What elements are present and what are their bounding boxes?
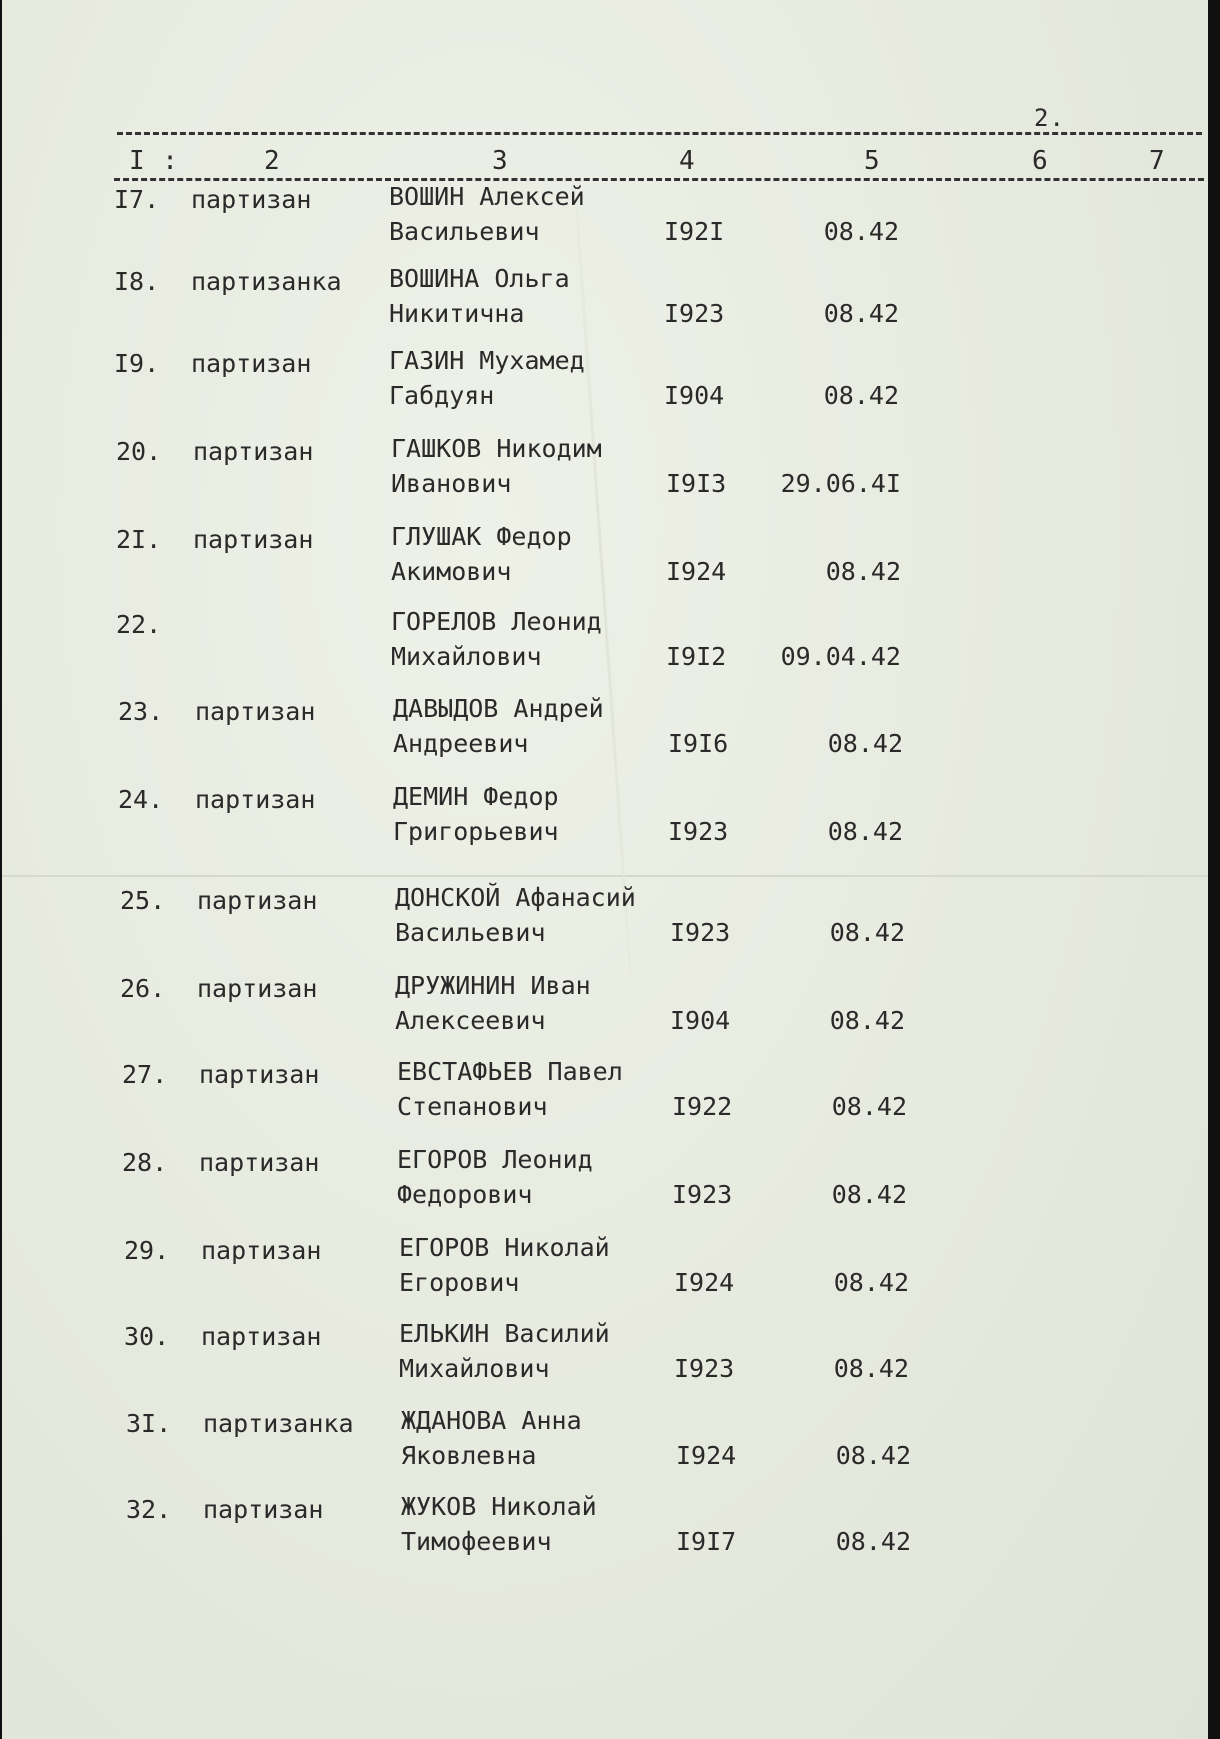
entry-birth-year: I904 [670,1006,731,1035]
table-row [114,264,1014,347]
page-number: 2. [1034,104,1065,132]
entry-birth-year: I923 [672,1180,733,1209]
table-row [114,346,1014,429]
entry-number: 2I. [116,525,162,554]
entry-date: 08.42 [833,1354,909,1383]
entry-number: I8. [114,267,160,296]
entry-role: партизанка [191,267,342,296]
entry-date: 08.42 [827,729,903,758]
column-header-4: 4 [679,146,696,176]
entry-date: 08.42 [835,1527,911,1556]
entry-surname-name: ГОРЕЛОВ Леонид [391,607,602,636]
column-header-row [114,148,1204,181]
entry-birth-year: I9I6 [668,729,729,758]
entry-number: 22. [116,610,162,639]
entry-surname-name: ЕГОРОВ Леонид [397,1145,593,1174]
column-header-6: 6 [1032,146,1049,176]
entry-surname-name: ГАЗИН Мухамед [389,346,585,375]
document-page [2,0,1208,1739]
table-row [120,971,1020,1054]
entry-role: партизан [201,1236,322,1265]
entry-patronymic: Габдуян [389,381,495,410]
entry-birth-year: I923 [664,299,725,328]
entry-birth-year: I924 [676,1441,737,1470]
table-row [124,1233,1024,1316]
entry-patronymic: Никитична [389,299,525,328]
entry-patronymic: Васильевич [395,918,546,947]
entry-date: 09.04.42 [780,642,901,671]
entry-surname-name: ЕЛЬКИН Василий [399,1319,610,1348]
entry-patronymic: Андреевич [393,729,529,758]
entry-role: партизан [195,785,316,814]
entry-patronymic: Степанович [397,1092,548,1121]
entry-date: 08.42 [823,217,899,246]
entry-date: 08.42 [829,1006,905,1035]
entry-role: партизан [195,697,316,726]
column-header-5: 5 [864,146,881,176]
entry-patronymic: Тимофеевич [401,1527,552,1556]
entry-patronymic: Алексеевич [395,1006,546,1035]
entry-birth-year: I923 [674,1354,735,1383]
table-row [122,1145,1022,1228]
entry-birth-year: I922 [672,1092,733,1121]
entry-role: партизан [193,525,314,554]
table-row [118,694,1018,777]
entry-date: 08.42 [823,381,899,410]
entry-role: партизан [201,1322,322,1351]
entry-patronymic: Егорович [399,1268,520,1297]
entry-birth-year: I924 [666,557,727,586]
entry-role: партизан [199,1148,320,1177]
entry-number: 30. [124,1322,170,1351]
entry-surname-name: ДРУЖИНИН Иван [395,971,591,1000]
entry-date: 08.42 [831,1092,907,1121]
entry-date: 08.42 [829,918,905,947]
entry-role: партизан [193,437,314,466]
table-row [116,434,1016,517]
entry-surname-name: ГАШКОВ Никодим [391,434,602,463]
entry-number: 25. [120,886,166,915]
entry-number: 23. [118,697,164,726]
entry-role: партизан [197,886,318,915]
table-row [114,182,1014,265]
entry-date: 08.42 [823,299,899,328]
entry-number: I7. [114,185,160,214]
header-rule [117,132,1202,135]
entry-role: партизан [199,1060,320,1089]
table-row [126,1492,1026,1575]
entry-surname-name: ДЕМИН Федор [393,782,559,811]
table-row [116,607,1016,690]
entry-birth-year: I924 [674,1268,735,1297]
entry-patronymic: Иванович [391,469,512,498]
entry-surname-name: ГЛУШАК Федор [391,522,572,551]
entry-date: 29.06.4I [780,469,901,498]
entry-surname-name: ЖДАНОВА Анна [401,1406,582,1435]
table-row [126,1406,1026,1489]
entry-date: 08.42 [827,817,903,846]
column-header-7: 7 [1149,146,1166,176]
entry-role: партизан [203,1495,324,1524]
column-header-1: I : [129,146,179,176]
column-header-2: 2 [264,146,281,176]
entry-number: 20. [116,437,162,466]
table-row [118,782,1018,865]
entry-patronymic: Михайлович [391,642,542,671]
entry-surname-name: ЕГОРОВ Николай [399,1233,610,1262]
entry-number: 27. [122,1060,168,1089]
entry-birth-year: I9I2 [666,642,727,671]
entry-surname-name: ВОШИНА Ольга [389,264,570,293]
entry-surname-name: ДОНСКОЙ Афанасий [395,883,636,912]
entry-birth-year: I904 [664,381,725,410]
entry-patronymic: Михайлович [399,1354,550,1383]
entry-patronymic: Васильевич [389,217,540,246]
entry-surname-name: ЖУКОВ Николай [401,1492,597,1521]
column-header-3: 3 [492,146,509,176]
entry-patronymic: Акимович [391,557,512,586]
entry-surname-name: ДАВЫДОВ Андрей [393,694,604,723]
entry-number: 24. [118,785,164,814]
entry-role: партизанка [203,1409,354,1438]
entry-patronymic: Яковлевна [401,1441,537,1470]
entry-number: 26. [120,974,166,1003]
entry-birth-year: I9I7 [676,1527,737,1556]
entry-patronymic: Федорович [397,1180,533,1209]
entry-birth-year: I92I [664,217,725,246]
entry-birth-year: I923 [670,918,731,947]
table-row [124,1319,1024,1402]
entry-surname-name: ВОШИН Алексей [389,182,585,211]
entry-date: 08.42 [831,1180,907,1209]
entry-date: 08.42 [833,1268,909,1297]
entry-birth-year: I9I3 [666,469,727,498]
entry-birth-year: I923 [668,817,729,846]
table-row [122,1057,1022,1140]
entry-patronymic: Григорьевич [393,817,559,846]
entry-role: партизан [197,974,318,1003]
entry-number: 3I. [126,1409,172,1438]
table-row [120,883,1020,966]
entry-role: партизан [191,349,312,378]
entry-role: партизан [191,185,312,214]
entry-number: I9. [114,349,160,378]
entry-date: 08.42 [835,1441,911,1470]
entry-number: 28. [122,1148,168,1177]
entry-number: 29. [124,1236,170,1265]
table-row [116,522,1016,605]
entry-date: 08.42 [825,557,901,586]
entry-number: 32. [126,1495,172,1524]
paper-fold [2,875,1208,877]
entry-surname-name: ЕВСТАФЬЕВ Павел [397,1057,623,1086]
